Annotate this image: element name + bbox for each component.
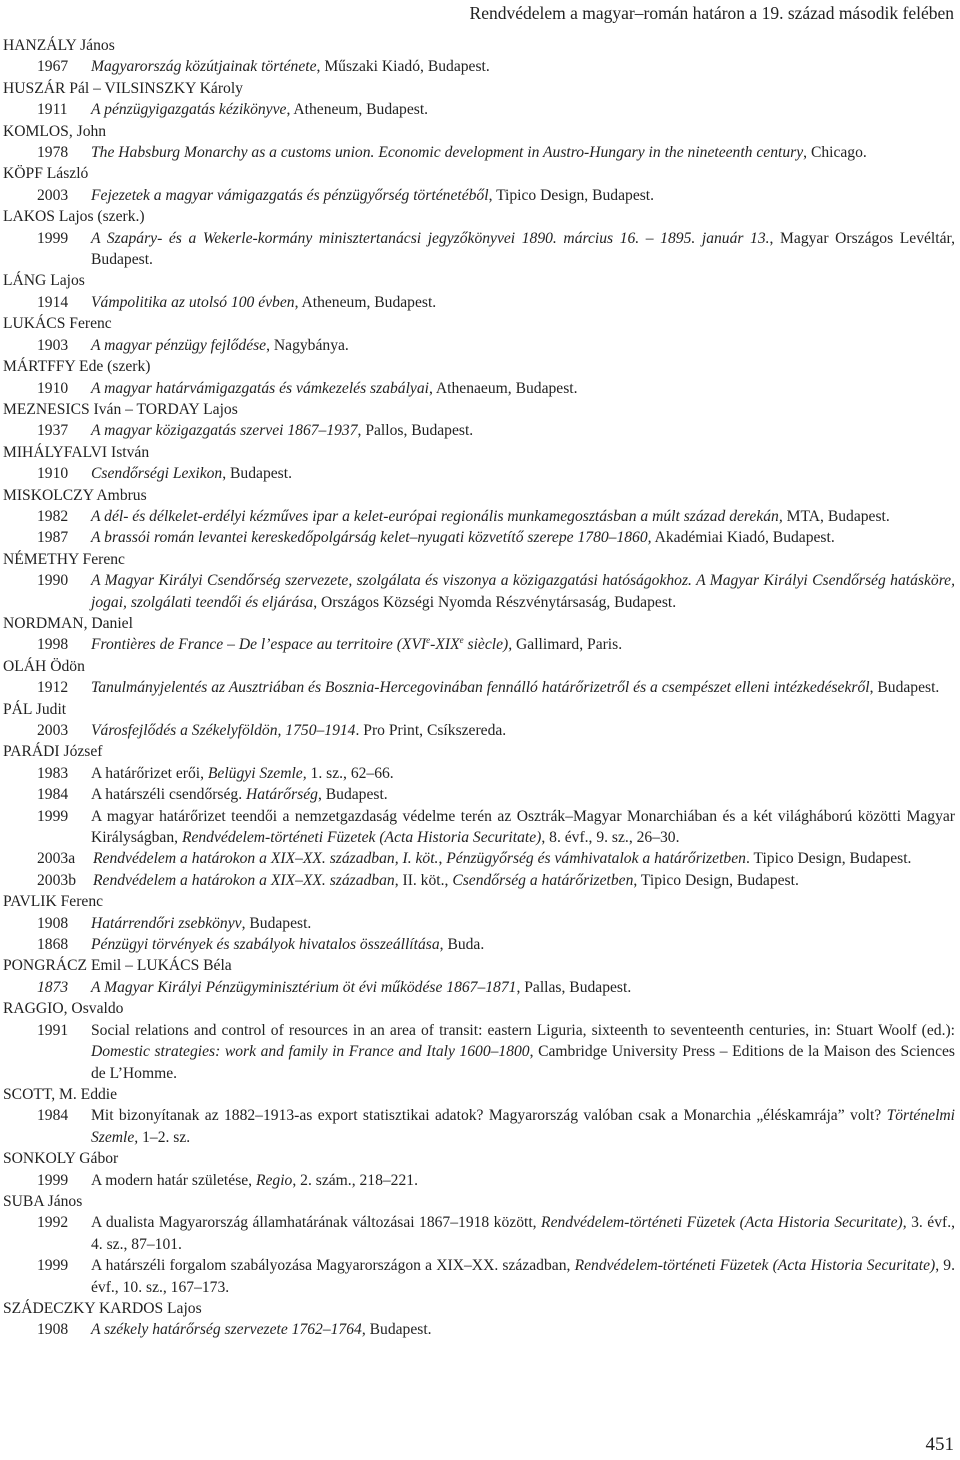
bibliography-entry (3, 806, 955, 849)
running-header: Rendvédelem a magyar–román határon a 19. század második felében (469, 3, 954, 23)
bibliography-list (3, 35, 955, 1341)
author-name: RAGGIO, Osvaldo (3, 1000, 124, 1018)
bibliography-entry (3, 506, 955, 527)
publication-year: 1999 (37, 807, 69, 825)
author-name: SONKOLY Gábor (3, 1150, 119, 1168)
bibliography-entry (3, 185, 955, 206)
bibliography-entry (3, 56, 955, 77)
work-citation: Vámpolitika az utolsó 100 évben, Atheneum, Budapest. (91, 293, 437, 311)
author-name: MEZNESICS Iván – TORDAY Lajos (3, 400, 238, 418)
publication-year: 1910 (37, 379, 69, 397)
author-name: SCOTT, M. Eddie (3, 1085, 118, 1103)
author-name: SZÁDECZKY KARDOS Lajos (3, 1299, 202, 1317)
publication-year: 1990 (37, 572, 69, 590)
bibliography-entry (3, 934, 955, 955)
publication-year: 1982 (37, 507, 69, 525)
work-citation: A székely határőrség szervezete 1762–1764, Budapest. (91, 1321, 432, 1339)
author-name: MÁRTFFY Ede (szerk) (3, 358, 151, 376)
bibliography-entry (3, 870, 955, 891)
work-citation: A brassói román levantei kereskedőpolgárság kelet–nyugati közvetítő szerepe 1780–1860, Akadémiai Kiadó, Budapest. (91, 529, 835, 547)
author-name: MISKOLCZY Ambrus (3, 486, 147, 504)
publication-year: 1978 (37, 144, 69, 162)
author-name: LAKOS Lajos (szerk.) (3, 208, 145, 226)
bibliography-entry (3, 142, 955, 163)
publication-year: 1910 (37, 465, 69, 483)
bibliography-entry (3, 228, 955, 271)
bibliography-entry (3, 1255, 955, 1298)
publication-year: 1998 (37, 636, 69, 654)
publication-year: 1908 (37, 1321, 69, 1339)
work-citation: A határőrizet erői, Belügyi Szemle, 1. sz., 62–66. (91, 764, 394, 782)
author-name: PARÁDI József (3, 743, 103, 761)
publication-year: 1987 (37, 529, 69, 547)
work-citation: Social relations and control of resources in an area of transit: eastern Liguria, sixteenth to seventeenth centuries, in: Stuart Woolf (ed.): Domestic strategies: work and family in France and Italy 1600–1800, Cambridge University Press – Editions de la Maison des Sciences de L’Homme. (91, 1021, 955, 1082)
author-name: NORDMAN, Daniel (3, 614, 133, 632)
work-citation: Frontières de France – De l’espace au territoire (XVIe-XIXe siècle), Gallimard, Paris. (91, 635, 623, 654)
work-citation: A Szapáry- és a Wekerle-kormány minisztertanácsi jegyzőkönyvei 1890. március 16. – 1895. január 13., Magyar Országos Levéltár, Budapest. (91, 229, 955, 269)
bibliography-entry (3, 1020, 955, 1084)
author-name: HUSZÁR Pál – VILSINSZKY Károly (3, 79, 243, 97)
author-name: PÁL Judit (3, 700, 67, 718)
bibliography-entry (3, 977, 955, 998)
work-citation: Mit bizonyítanak az 1882–1913-as export statisztikai adatok? Magyarország valóban csak a Monarchia „éléskamrája” volt? Történelmi Szemle, 1–2. sz. (91, 1107, 955, 1146)
bibliography-entry (3, 784, 955, 805)
work-citation: A pénzügyigazgatás kézikönyve, Atheneum, Budapest. (91, 101, 429, 119)
author-name: PAVLIK Ferenc (3, 893, 104, 911)
work-citation: A Magyar Királyi Csendőrség szervezete, szolgálata és viszonya a közigazgatási hatóságokhoz. A Magyar Királyi Csendőrség hatásköre, jogai, szolgálati teendői és eljárása, Országos Községi Nyomda Részvénytársaság, Budapest. (91, 572, 955, 611)
bibliography-entry (3, 292, 955, 313)
publication-year: 1984 (37, 786, 69, 804)
author-name: NÉMETHY Ferenc (3, 550, 125, 568)
publication-year: 1999 (37, 1257, 69, 1275)
author-name: LÁNG Lajos (3, 272, 85, 290)
publication-year: 1999 (37, 229, 69, 247)
work-citation: A dualista Magyarország államhatárának változásai 1867–1918 között, Rendvédelem-történeti Füzetek (Acta Historia Securitate), 3. évf., 4. sz., 87–101. (91, 1214, 955, 1253)
bibliography-entry (3, 463, 955, 484)
bibliography-entry (3, 335, 955, 356)
author-name: KÖPF László (3, 165, 89, 183)
bibliography-entry (3, 763, 955, 784)
bibliography-entry (3, 570, 955, 613)
author-name: LUKÁCS Ferenc (3, 315, 112, 333)
work-citation: Tanulmányjelentés az Ausztriában és Bosznia-Hercegovinában fennálló határőrizetről és a csempészet elleni intézkedésekről, Budapest. (91, 679, 940, 697)
work-citation: Határrendőri zsebkönyv, Budapest. (91, 914, 312, 932)
bibliography-entry (3, 378, 955, 399)
bibliography-entry (3, 848, 955, 869)
work-citation: A magyar határvámigazgatás és vámkezelés szabályai, Athenaeum, Budapest. (91, 379, 578, 397)
work-citation: A határszéli csendőrség. Határőrség, Budapest. (91, 786, 388, 804)
publication-year: 1983 (37, 764, 69, 782)
work-citation: Rendvédelem a határokon a XIX–XX. században, II. köt., Csendőrség a határőrizetben, Tipico Design, Budapest. (93, 871, 799, 889)
publication-year: 1912 (37, 679, 69, 697)
author-name: PONGRÁCZ Emil – LUKÁCS Béla (3, 957, 232, 975)
publication-year: 1908 (37, 914, 69, 932)
work-citation: A Magyar Királyi Pénzügyminisztérium öt évi működése 1867–1871, Pallas, Budapest. (91, 978, 632, 996)
work-citation: A határszéli forgalom szabályozása Magyarországon a XIX–XX. században, Rendvédelem-történeti Füzetek (Acta Historia Securitate), 9. évf., 10. sz., 167–173. (91, 1257, 955, 1296)
bibliography-entry (3, 99, 955, 120)
publication-year: 2003a (37, 850, 76, 868)
bibliography-entry (3, 1170, 955, 1191)
work-citation: Csendőrségi Lexikon, Budapest. (91, 465, 292, 483)
bibliography-entry (3, 634, 955, 655)
work-citation: The Habsburg Monarchy as a customs union. Economic development in Austro-Hungary in the nineteenth century, Chicago. (91, 144, 867, 162)
publication-year: 1991 (37, 1021, 69, 1039)
bibliography-entry (3, 527, 955, 548)
publication-year: 2003 (37, 186, 69, 204)
work-citation: Magyarország közútjainak története, Műszaki Kiadó, Budapest. (91, 58, 490, 76)
page-number: 451 (925, 1434, 954, 1455)
publication-year: 1911 (37, 101, 68, 119)
bibliography-entry (3, 420, 955, 441)
publication-year: 2003 (37, 722, 69, 739)
publication-year: 1967 (37, 58, 69, 76)
bibliography-entry (3, 677, 955, 698)
publication-year: 2003b (37, 871, 76, 889)
work-citation: Rendvédelem a határokon a XIX–XX. században, I. köt., Pénzügyőrség és vámhivatalok a határőrizetben. Tipico Design, Budapest. (93, 850, 912, 868)
author-name: KOMLOS, John (3, 122, 107, 140)
work-citation: A magyar határőrizet teendői a nemzetgazdaság védelme terén az Osztrák–Magyar Monarchiában és a két világháború közötti Magyar Királyságban, Rendvédelem-történeti Füzetek (Acta Historia Securitate), 8. évf., 9. sz., 26–30. (91, 807, 955, 847)
work-citation: Pénzügyi törvények és szabályok hivatalos összeállítása, Buda. (91, 936, 485, 954)
bibliography-entry (3, 1319, 955, 1340)
work-citation: Városfejlődés a Székelyföldön, 1750–1914. Pro Print, Csíkszereda. (91, 722, 507, 739)
bibliography-entry (3, 1105, 955, 1148)
publication-year: 1992 (37, 1214, 69, 1232)
publication-year: 1903 (37, 336, 69, 354)
publication-year: 1999 (37, 1171, 69, 1189)
publication-year: 1937 (37, 422, 69, 440)
author-name: OLÁH Ödön (3, 657, 85, 675)
bibliography-entry (3, 720, 955, 741)
work-citation: A magyar pénzügy fejlődése, Nagybánya. (91, 336, 349, 354)
work-citation: A modern határ születése, Regio, 2. szám., 218–221. (91, 1171, 418, 1189)
publication-year: 1984 (37, 1107, 69, 1125)
bibliography-entry (3, 1212, 955, 1255)
publication-year: 1873 (37, 978, 69, 996)
author-name: SUBA János (3, 1192, 83, 1210)
publication-year: 1914 (37, 293, 69, 311)
publication-year: 1868 (37, 936, 69, 954)
work-citation: Fejezetek a magyar vámigazgatás és pénzügyőrség történetéből, Tipico Design, Budapest. (91, 186, 655, 204)
work-citation: A dél- és délkelet-erdélyi kézműves ipar a kelet-európai regionális munkamegosztásban a múlt század derekán, MTA, Budapest. (91, 507, 890, 525)
bibliography-entry (3, 913, 955, 934)
author-name: HANZÁLY János (3, 37, 115, 54)
author-name: MIHÁLYFALVI István (3, 443, 150, 461)
work-citation: A magyar közigazgatás szervei 1867–1937, Pallos, Budapest. (91, 422, 474, 440)
